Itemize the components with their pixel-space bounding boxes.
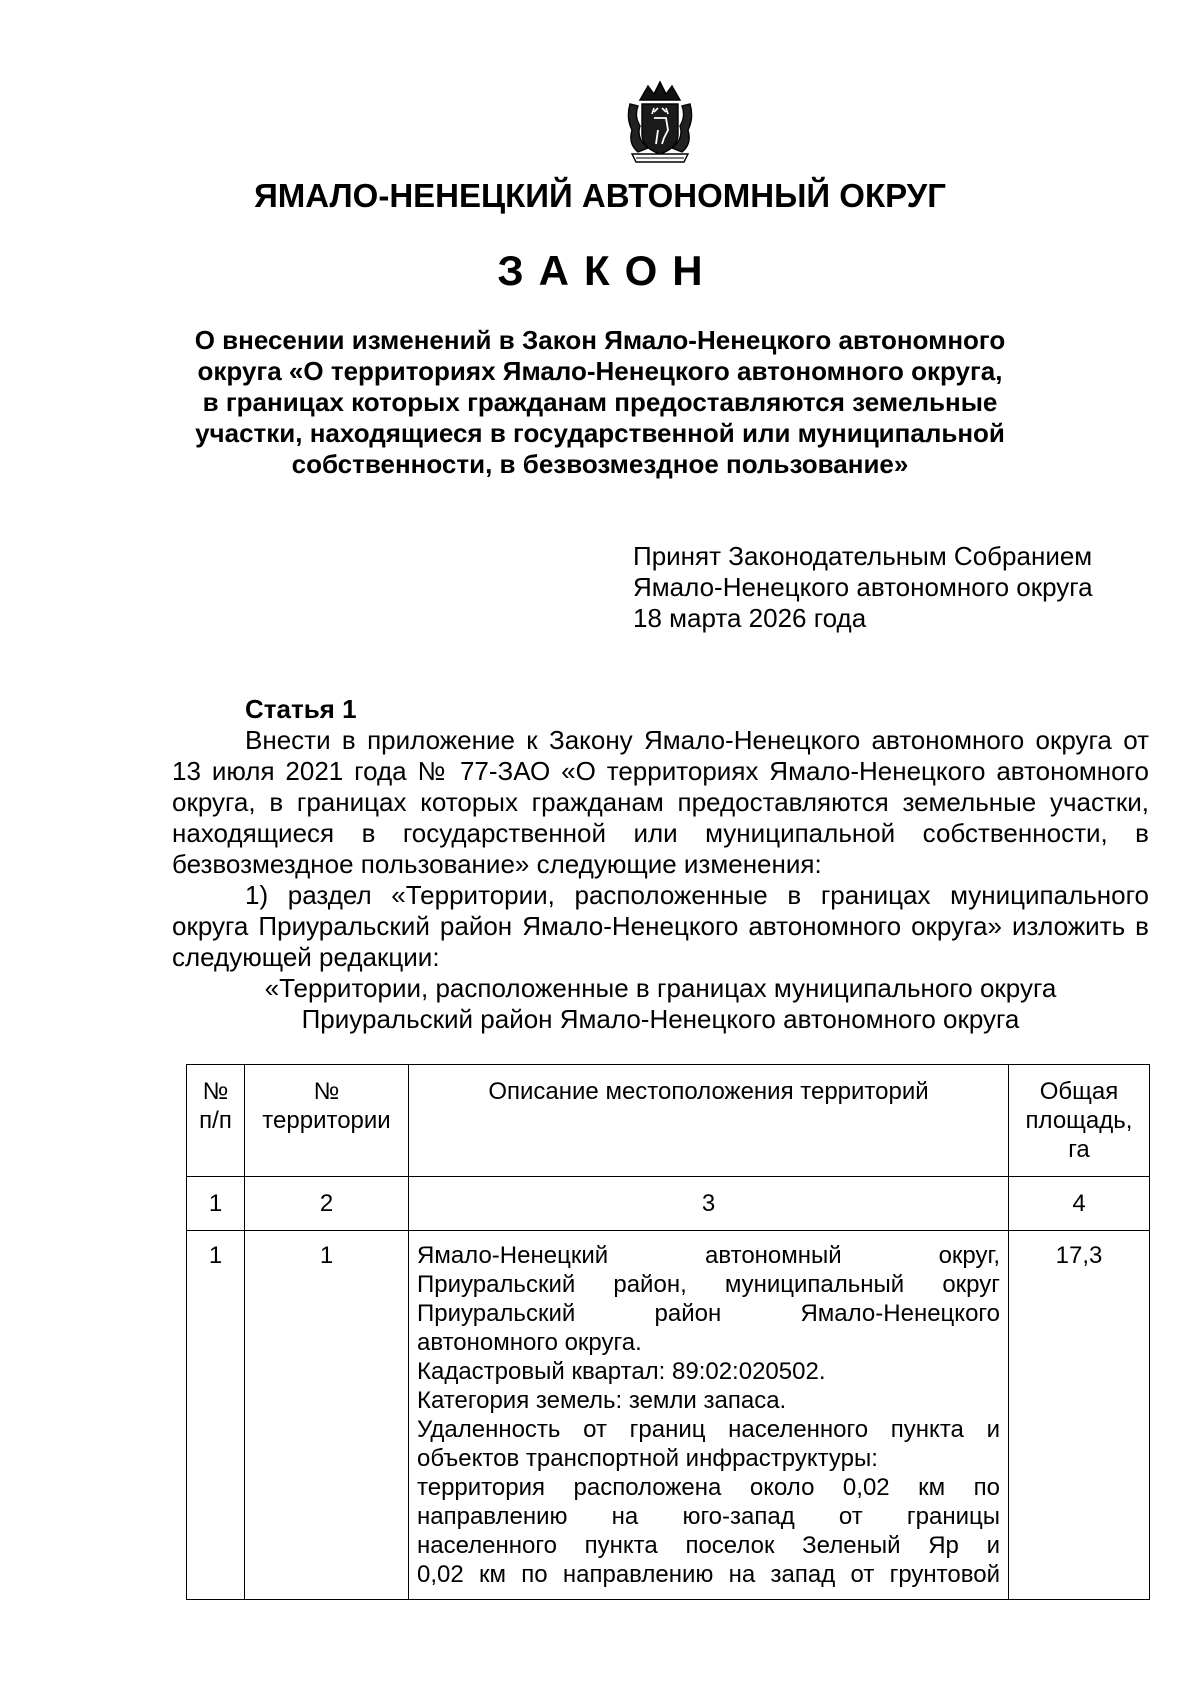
cell-area: 17,3 <box>1009 1231 1150 1600</box>
cell-description <box>409 1231 1009 1600</box>
header-cell-territory: № территории <box>245 1065 409 1177</box>
column-number: 2 <box>245 1177 409 1231</box>
description-line: направлению на юго-запад от границы <box>417 1503 1000 1530</box>
article-paragraph-1: Внести в приложение к Закону Ямало-Ненецкого автономного округа от 13 июля 2021 года № 77-ЗАО «О территориях Ямало-Ненецкого автономного округа, в границах которых гражданам предоставляются земельные участки, находящиеся в государственной или муниципальной собственности, в безвозмездное пользование» следующие изменения: <box>172 725 1149 879</box>
description-line: Приуральский район Ямало-Ненецкого <box>417 1300 1000 1327</box>
header-cell-pp: № п/п <box>187 1065 245 1177</box>
description-line: Приуральский район, муниципальный округ <box>417 1271 1000 1298</box>
section-title <box>172 973 1149 1035</box>
adoption-note <box>633 541 1093 634</box>
cell-territory: 1 <box>245 1231 409 1600</box>
description-line: Удаленность от границ населенного пункта и <box>417 1416 1000 1443</box>
table-column-numbers-row <box>187 1177 1150 1231</box>
adoption-line: Принят Законодательным Собранием <box>633 541 1093 571</box>
description-line: объектов транспортной инфраструктуры: <box>417 1445 878 1472</box>
territories-table <box>186 1064 1150 1600</box>
cell-pp: 1 <box>187 1231 245 1600</box>
section-title-line: Приуральский район Ямало-Ненецкого автономного округа <box>301 1004 1020 1034</box>
section-title-line: «Территории, расположенные в границах муниципального округа <box>264 973 1057 1003</box>
description-line: Кадастровый квартал: 89:02:020502. <box>417 1358 826 1385</box>
adoption-date: 18 марта 2026 года <box>633 603 867 633</box>
subtitle-line: округа «О территориях Ямало-Ненецкого автономного округа, <box>197 356 1003 386</box>
description-line: Ямало-Ненецкий автономный округ, <box>417 1242 1000 1269</box>
header-cell-area: Общая площадь, га <box>1009 1065 1150 1177</box>
column-number: 4 <box>1009 1177 1150 1231</box>
description-line: Категория земель: земли запаса. <box>417 1387 787 1414</box>
article-paragraph-2: 1) раздел «Территории, расположенные в границах муниципального округа Приуральский район Ямало-Ненецкого автономного округа» изложить в следующей редакции: <box>172 880 1149 972</box>
description-line: населенного пункта поселок Зеленый Яр и <box>417 1532 1000 1559</box>
subtitle-line: участки, находящиеся в государственной или муниципальной <box>195 418 1005 448</box>
subtitle-line: в границах которых гражданам предоставляются земельные <box>202 387 998 417</box>
subtitle-line: О внесении изменений в Закон Ямало-Ненецкого автономного <box>194 325 1006 355</box>
adoption-line: Ямало-Ненецкого автономного округа <box>633 572 1093 602</box>
article-heading: Статья 1 <box>245 694 357 724</box>
description-line: 0,02 км по направлению на запад от грунтовой <box>417 1561 1000 1588</box>
document-type-title: ЗАКОН <box>497 247 718 294</box>
law-subtitle <box>170 325 1030 480</box>
description-line: автономного округа. <box>417 1329 642 1356</box>
column-number: 3 <box>409 1177 1009 1231</box>
article-1 <box>172 694 1149 1035</box>
coat-of-arms-icon <box>618 78 702 166</box>
table-header-row <box>187 1065 1150 1177</box>
subtitle-line: собственности, в безвозмездное пользование» <box>291 449 909 479</box>
table-row <box>187 1231 1150 1600</box>
description-line: территория расположена около 0,02 км по <box>417 1474 1000 1501</box>
region-title: ЯМАЛО-НЕНЕЦКИЙ АВТОНОМНЫЙ ОКРУГ <box>254 177 946 214</box>
column-number: 1 <box>187 1177 245 1231</box>
header-cell-description: Описание местоположения территорий <box>409 1065 1009 1177</box>
